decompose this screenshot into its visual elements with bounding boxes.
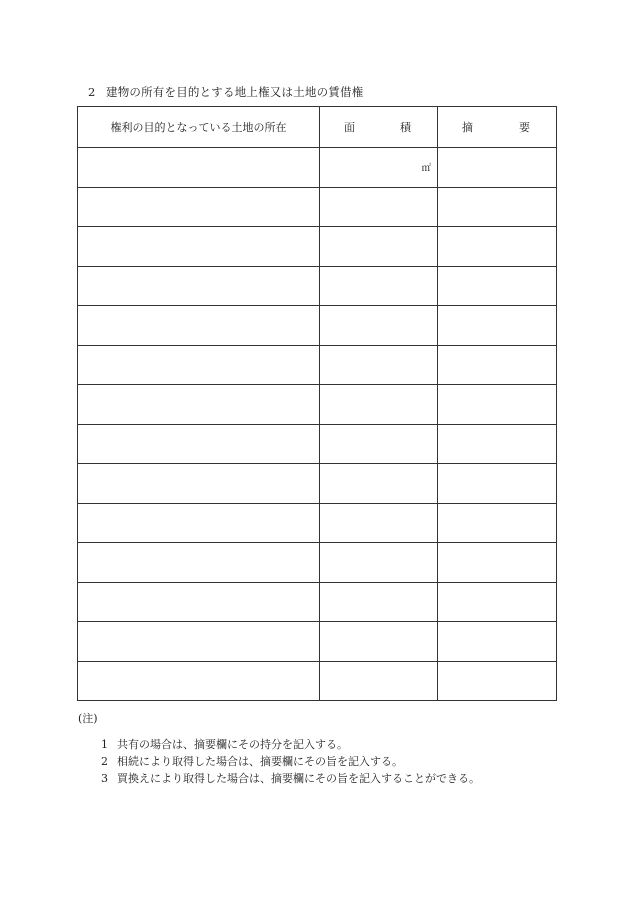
table-row <box>78 385 557 425</box>
note-number: 2 <box>101 755 108 768</box>
remarks-cell[interactable] <box>438 424 557 464</box>
header-area-char-1: 面 <box>344 121 355 134</box>
table-row <box>78 661 557 701</box>
location-cell[interactable] <box>78 187 320 227</box>
note-item-3 <box>101 770 480 787</box>
note-text: 相続により取得した場合は、摘要欄にその旨を記入する。 <box>117 755 403 768</box>
land-rights-table <box>77 106 557 701</box>
remarks-cell[interactable] <box>438 306 557 346</box>
area-cell[interactable] <box>320 227 438 267</box>
header-area-char-2: 積 <box>400 121 411 134</box>
header-remarks-char-2: 要 <box>519 121 530 134</box>
table-row <box>78 345 557 385</box>
section-title-text: 建物の所有を目的とする地上権又は土地の賃借権 <box>106 85 364 99</box>
area-cell[interactable] <box>320 148 438 188</box>
location-cell[interactable] <box>78 385 320 425</box>
location-cell[interactable] <box>78 582 320 622</box>
area-cell[interactable] <box>320 503 438 543</box>
location-cell[interactable] <box>78 148 320 188</box>
location-cell[interactable] <box>78 345 320 385</box>
note-number: 1 <box>101 738 108 751</box>
location-cell[interactable] <box>78 503 320 543</box>
table-body <box>78 148 557 701</box>
notes-heading: (注) <box>78 712 98 725</box>
table-row <box>78 148 557 188</box>
note-text: 買換えにより取得した場合は、摘要欄にその旨を記入することができる。 <box>117 772 480 785</box>
area-cell[interactable] <box>320 187 438 227</box>
location-cell[interactable] <box>78 661 320 701</box>
area-cell[interactable] <box>320 266 438 306</box>
location-cell[interactable] <box>78 266 320 306</box>
location-cell[interactable] <box>78 306 320 346</box>
remarks-cell[interactable] <box>438 503 557 543</box>
area-cell[interactable] <box>320 661 438 701</box>
area-cell[interactable] <box>320 464 438 504</box>
notes-list <box>101 736 480 787</box>
area-unit: ㎡ <box>421 163 431 174</box>
remarks-cell[interactable] <box>438 148 557 188</box>
area-cell[interactable] <box>320 582 438 622</box>
note-number: 3 <box>101 772 108 785</box>
header-area <box>320 107 438 148</box>
remarks-cell[interactable] <box>438 622 557 662</box>
remarks-cell[interactable] <box>438 543 557 583</box>
area-cell[interactable] <box>320 345 438 385</box>
section-number: 2 <box>88 85 96 99</box>
area-cell[interactable] <box>320 543 438 583</box>
remarks-cell[interactable] <box>438 345 557 385</box>
table-row <box>78 187 557 227</box>
remarks-cell[interactable] <box>438 661 557 701</box>
note-item-1 <box>101 736 480 753</box>
table-row <box>78 266 557 306</box>
table-header-row <box>78 107 557 148</box>
table-row <box>78 582 557 622</box>
header-remarks-char-1: 摘 <box>462 121 473 134</box>
location-cell[interactable] <box>78 227 320 267</box>
location-cell[interactable] <box>78 543 320 583</box>
section-title <box>88 84 363 100</box>
table-row <box>78 503 557 543</box>
table-row <box>78 227 557 267</box>
table-row <box>78 424 557 464</box>
area-cell[interactable] <box>320 424 438 464</box>
area-cell[interactable] <box>320 385 438 425</box>
header-location: 権利の目的となっている土地の所在 <box>78 107 320 148</box>
table-row <box>78 464 557 504</box>
remarks-cell[interactable] <box>438 582 557 622</box>
table-row <box>78 543 557 583</box>
remarks-cell[interactable] <box>438 266 557 306</box>
area-cell[interactable] <box>320 622 438 662</box>
remarks-cell[interactable] <box>438 385 557 425</box>
note-text: 共有の場合は、摘要欄にその持分を記入する。 <box>117 738 348 751</box>
area-cell[interactable] <box>320 306 438 346</box>
header-remarks <box>438 107 557 148</box>
location-cell[interactable] <box>78 464 320 504</box>
table-row <box>78 622 557 662</box>
remarks-cell[interactable] <box>438 227 557 267</box>
table-row <box>78 306 557 346</box>
remarks-cell[interactable] <box>438 187 557 227</box>
note-item-2 <box>101 753 480 770</box>
remarks-cell[interactable] <box>438 464 557 504</box>
location-cell[interactable] <box>78 622 320 662</box>
location-cell[interactable] <box>78 424 320 464</box>
